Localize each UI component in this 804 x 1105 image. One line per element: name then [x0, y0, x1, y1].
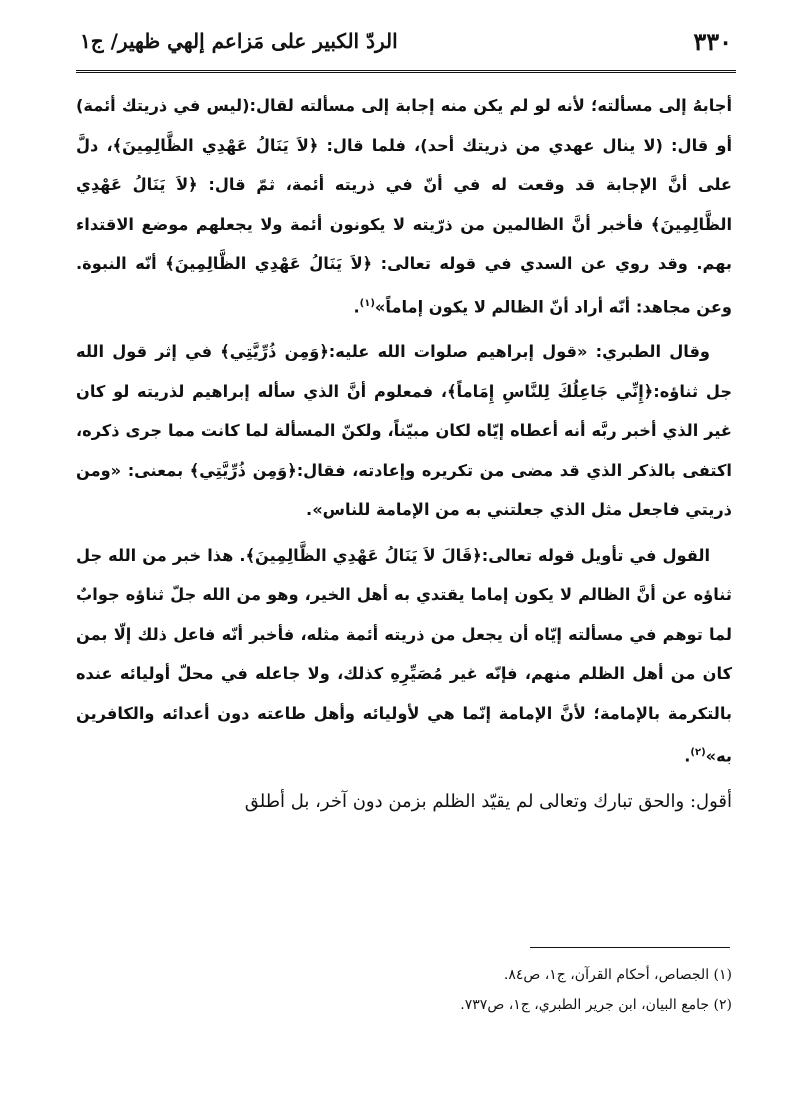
paragraph-1: أجابهُ إلى مسألته؛ لأنه لو لم يكن منه إجابة إلى مسألته لقال:(ليس في ذريتك أئمة) أو قال: (لا ينال عهدي من ذريتك أحد)، فلما قال: ﴿لاَ يَنَالُ عَهْدِي الظَّالِمِينَ﴾، دلَّ على أنَّ الإجابة قد وقعت له في أنّ في ذريته أئمة، ثمّ قال: ﴿لاَ يَنَالُ عَهْدِي الظَّالِمِينَ﴾ فأخبر أنَّ الظالمين من ذرّيته لا يكونون أئمة ولا يجعلهم موضع الاقتداء بهم. وقد روي عن السدي في قوله تعالى: ﴿لاَ يَنَالُ عَهْدِي الظَّالِمِينَ﴾ أنّه النبوة. وعن مجاهد: أنّه أراد أنّ الظالم لا يكون إماماً»$^{(١)}$. — [76, 96, 732, 316]
paragraph-3-text: القول في تأويل قوله تعالى:﴿قَالَ لاَ يَنَالُ عَهْدِي الظَّالِمِينَ﴾. هذا خبر من الله جل ثناؤه عن أنَّ الظالم لا يكون إماما يقتدي به أهل الخير، وهو من الله جلّ ثناؤه جوابٌ لما توهم في مسألته إيّاه أن يجعل من ذريته أئمة مثله، فأخبر أنّه فاعل ذلك إلّا بمن كان من أهل الظلم منهم، فإنّه غير مُصَيِّرِهِ كذلك، ولا جاعله في محلّ أوليائه عنده بالتكرمة بالإمامة؛ لأنَّ الإمامة إنّما هي لأوليائه وأهل طاعته دون أعدائه والكافرين به» — [76, 545, 732, 766]
paragraph-3: القول في تأويل قوله تعالى:﴿قَالَ لاَ يَنَالُ عَهْدِي الظَّالِمِينَ﴾. هذا خبر من الله جل ثناؤه عن أنَّ الظالم لا يكون إماما يقتدي به أهل الخير، وهو من الله جلّ ثناؤه جوابٌ لما توهم في مسألته إيّاه أن يجعل من ذريته أئمة مثله، فأخبر أنّه فاعل ذلك إلّا بمن كان من أهل الظلم منهم، فإنّه غير مُصَيِّرِهِ كذلك، ولا جاعله في محلّ أوليائه عنده بالتكرمة بالإمامة؛ لأنَّ الإمامة إنّما هي لأوليائه وأهل طاعته دون أعدائه والكافرين به»$^{(٢)}$. — [76, 545, 732, 766]
paragraph-2: وقال الطبري: «قول إبراهيم صلوات الله عليه:﴿وَمِن ذُرِّيَّتِي﴾ في إثر قول الله جل ثناؤه:﴿إِنِّي جَاعِلُكَ لِلنَّاسِ إِمَاماً﴾، فمعلوم أنَّ الذي سأله إبراهيم لذريته لو كان غير الذي أخبر ربَّه أنه أعطاه إيّاه لكان مبيّناً، ولكنّ المسألة لما كانت مما جرى ذكره، اكتفى بالذكر الذي قد مضى من تكريره وإعادته، فقال:﴿وَمِن ذُرِّيَّتِي﴾ بمعنى: «ومن ذريتي فاجعل مثل الذي جعلتني به من الإمامة للناس». — [76, 342, 732, 520]
footnote-marker-2: (٢) — [690, 747, 706, 759]
header-divider — [76, 70, 736, 73]
paragraph-1-text: أجابهُ إلى مسألته؛ لأنه لو لم يكن منه إجابة إلى مسألته لقال:(ليس في ذريتك أئمة) أو قال: (لا ينال عهدي من ذريتك أحد)، فلما قال: ﴿لاَ يَنَالُ عَهْدِي الظَّالِمِينَ﴾، دلَّ على أنَّ الإجابة قد وقعت له في أنّ في ذريته أئمة، ثمّ قال: ﴿لاَ يَنَالُ عَهْدِي الظَّالِمِينَ﴾ فأخبر أنَّ الظالمين من ذرّيته لا يكونون أئمة ولا يجعلهم موضع الاقتداء بهم. وقد روي عن السدي في قوله تعالى: ﴿لاَ يَنَالُ عَهْدِي الظَّالِمِينَ﴾ أنّه النبوة. وعن مجاهد: أنّه أراد أنّ الظالم لا يكون إماماً» — [76, 96, 732, 316]
footnote-1: (١) الجصاص، أحكام القرآن، ج١، ص٨٤. — [503, 967, 732, 983]
page-header — [80, 18, 732, 64]
running-title: الردّ الكبير على مَزاعم إلهي ظهير/ ج١ — [80, 29, 398, 53]
footnote-divider — [530, 947, 730, 948]
main-text — [76, 86, 732, 828]
page-number: ٣٣٠ — [693, 26, 732, 56]
footnote-marker-1: (١) — [359, 297, 375, 309]
footnotes — [300, 960, 732, 1020]
paragraph-4: أقول: والحق تبارك وتعالى لم يقيّد الظلم بزمن دون آخر، بل أطلق — [244, 791, 732, 813]
footnote-2: (٢) جامع البيان، ابن جرير الطبري، ج١، ص٧٣٧. — [460, 997, 732, 1013]
